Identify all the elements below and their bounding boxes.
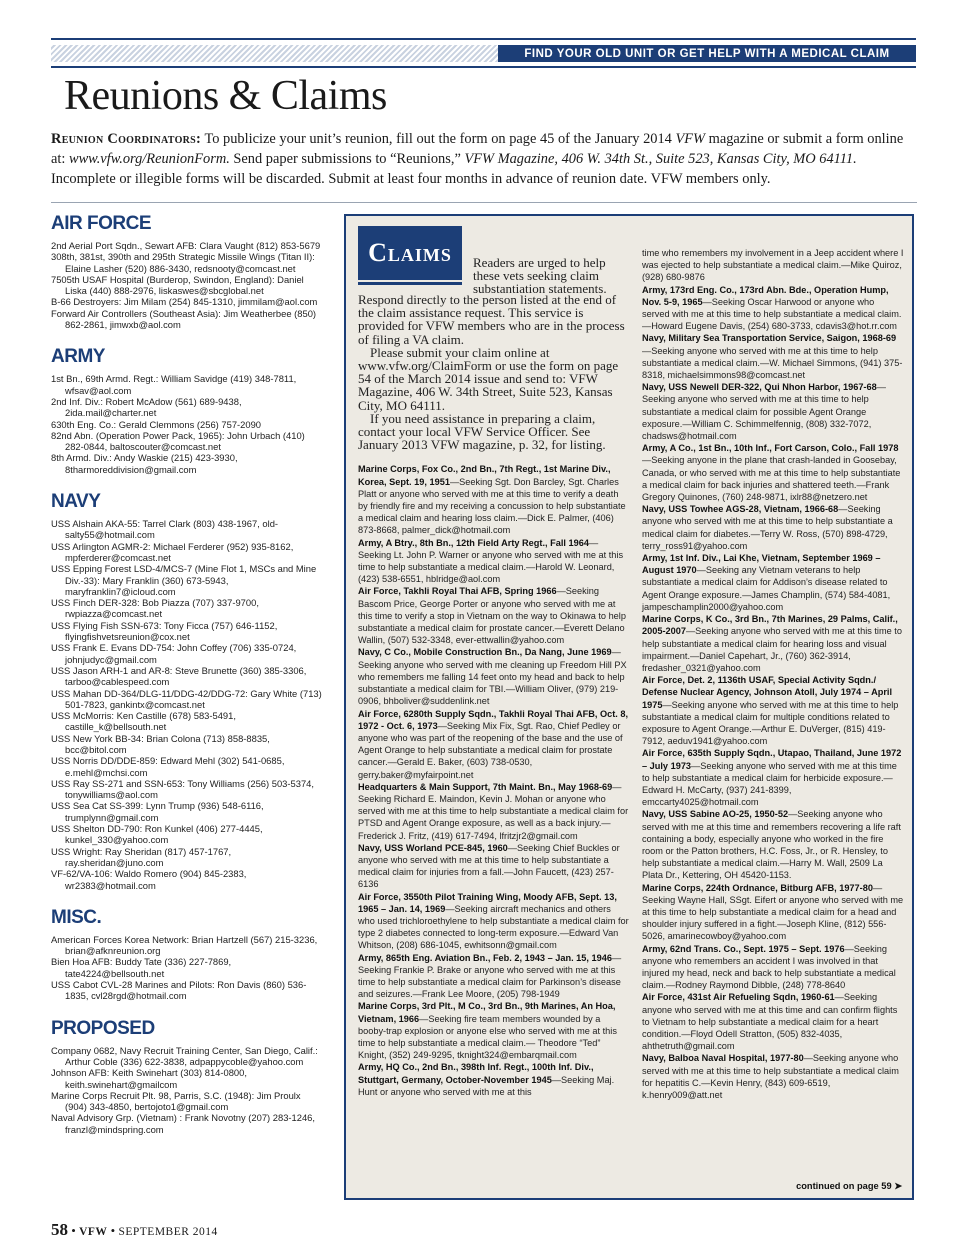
reunion-entry: B-66 Destroyers: Jim Milam (254) 845-1310, jimmilam@aol.com <box>51 296 318 308</box>
claim-entry <box>642 613 904 674</box>
claim-text: —Seeking any Vietnam veterans to help substantiate a medical claim for Addison’s disease related to Agent Orange exposure.—James Champlin, (574) 584-4081, jampeschamplin2000@yahoo.com <box>642 565 891 612</box>
reunion-entry: Naval Advisory Grp. (Vietnam) : Frank Novotny (207) 283-1246, franzl@mindspring.com <box>51 1112 316 1135</box>
banner-rule-bottom <box>51 66 916 68</box>
claim-unit: Air Force, 431st Air Refueling Sqdn, 1960-61 <box>642 992 835 1003</box>
claim-entry <box>642 442 904 503</box>
reunion-entry: USS Wright: Ray Sheridan (817) 457-1767, ray.sheridan@juno.com <box>51 845 232 868</box>
claim-text: —Seeking Frankie P. Brake or anyone who served with me at this time to help substantiate a medical claim for Parkinson’s disease and seizures.—Frank Lee Moore, (205) 798-1949 <box>358 952 622 1000</box>
claim-text: —Seeking anyone who served with me at this time to help substantiate a medical claim for hepatitis C.—Kevin Henry, (843) 609-6519, k.henry009@att.net <box>642 1053 899 1101</box>
claim-entry <box>642 747 904 808</box>
claim-text: —Seeking anyone who remembers an accident I was involved in that injured my head, neck and back to help substantiate a medical claim.—Rodney Raymond Dibble, (248) 778-8640 <box>642 943 896 991</box>
reunion-section <box>51 907 323 1002</box>
intro-label: Reunion Coordinators: <box>51 131 202 147</box>
reunion-entry: 2nd Inf. Div.: Robert McAdow (561) 689-9438, 2ida.mail@charter.net <box>51 395 242 419</box>
claim-unit: Air Force, 635th Supply Sqdn., Utapao, Thailand, June 1972 – July 1973 <box>642 748 902 771</box>
reunion-entry: 1st Bn., 69th Armd. Regt.: William Savidge (419) 348-7811, wfsav@aol.com <box>51 373 297 396</box>
banner-text: FIND YOUR OLD UNIT OR GET HELP WITH A MEDICAL CLAIM <box>498 45 916 62</box>
reunion-entry: USS Finch DER-328: Bob Piazza (707) 337-9700, rwpiazza@comcast.net <box>51 597 259 620</box>
reunion-entry: VF-62/VA-106: Waldo Romero (904) 845-2383, wr2383@hotmail.com <box>51 868 247 891</box>
claim-entry <box>358 708 630 781</box>
reunion-entry: 308th, 381st, 390th and 295th Strategic Missile Wings (Titan II): Elaine Lasher (520) 886-3430, redsnooty@comcast.net <box>51 251 315 274</box>
reunions-column <box>51 213 323 1151</box>
claims-intro-p3: If you need assistance in preparing a claim, contact your local VFW Service Officer. See January 2013 VFW magazine, p. 32, for listing. <box>358 410 606 453</box>
footer-publication: VFW <box>79 1226 108 1238</box>
section-title: NAVY <box>51 491 101 513</box>
claim-text: —Seeking anyone who served with me cleaning up Freedom Hill PX who remembers me falling 14 feet onto my head and back to help substantiate a medical claim for TBI.—William Oliver, (979) 219-0906, bhboliver@suddenlink.net <box>358 647 627 707</box>
continued-note: continued on page 59 ➤ <box>796 1181 902 1191</box>
claim-text: —Seeking Oscar Harwood or anyone who served with me at this time to help substantiate a medical claim.—Howard Eugene Davis, (254) 680-3733, cdavis3@hot.rr.com <box>642 296 902 332</box>
banner-band <box>51 45 916 62</box>
section-title: ARMY <box>51 346 105 368</box>
claim-unit: Marine Corps, Fox Co., 2nd Bn., 7th Regt., 1st Marine Div., Korea, Sept. 19, 1951 <box>358 464 611 487</box>
reunion-section <box>51 1018 323 1135</box>
claims-heading: Claims <box>358 226 462 280</box>
claim-text: —Seeking Bascom Price, George Porter or anyone who served with me at this time to verify a stop in Vietnam on the way to Okinawa to help substantiate a medical claim for prostate cancer.—Everett Delano Wallin, (507) 532-3348, ever-ettwallin@yahoo.com <box>358 586 626 646</box>
claim-unit: Air Force, 6280th Supply Sqdn., Takhli Royal Thai AFB, Oct. 8, 1972 - Oct. 6, 1973 <box>358 708 629 731</box>
claim-entry <box>642 284 904 333</box>
claim-text: —Seeking anyone who served with me at this time to help substantiate a medical claim for herbicide exposure.—Edward H. McCarty, (937) 241-8399, emccarty4025@hotmail.com <box>642 760 897 808</box>
reunion-entry: USS Frank E. Evans DD-754: John Coffey (706) 335-0724, johnjudyc@gmail.com <box>51 642 297 665</box>
claim-unit: Air Force, Det. 2, 1136th USAF, Special Activity Sqdn./ Defense Nuclear Agency, Johnson Atoll, July 1974 – April 1975 <box>642 675 893 710</box>
reunion-entry: USS Mahan DD-364/DLG-11/DDG-42/DDG-72: Gary White (713) 501-7823, gankintx@comcast.net <box>51 687 322 710</box>
claim-unit: Navy, Balboa Naval Hospital, 1977-80 <box>642 1053 804 1064</box>
reunion-entry: 2nd Aerial Port Sqdn., Sewart AFB: Clara Vaught (812) 853-5679 <box>51 240 321 251</box>
reunion-entry: USS New York BB-34: Brian Colona (713) 858-8835, bcc@bitol.com <box>51 732 270 755</box>
claims-header <box>358 226 630 297</box>
reunion-entry: American Forces Korea Network: Brian Hartzell (567) 215-3236, brian@afknreunion.org <box>51 933 318 957</box>
claim-text: —Seeking anyone who served with me at this time and remembers recovering a life raft containing a body, especially anyone who worked in the fire room or the Patton brothers, H.C. Foss, Jr., or R. Hensley, to help substantiate a medical claim.—Harry M. Wall, 2509 La Plata Dr., Kettering, OH 45420-1153. <box>642 809 901 881</box>
claim-text: —Seeking anyone who served with me at this time and can confirm flights to Vietnam to help substantiate a medical claim for a heart condition.—Floyd Odell Stratton, (505) 832-4035, ahthetruth@gmail.com <box>642 992 898 1052</box>
claim-entry <box>358 1000 630 1061</box>
reunion-entry: USS Shelton DD-790: Ron Kunkel (406) 277-4445, kunkel_330@yahoo.com <box>51 823 263 846</box>
claims-right-column <box>642 247 904 1101</box>
claim-unit: Marine Corps, 224th Ordnance, Bitburg AFB, 1977-80 <box>642 882 873 893</box>
claim-unit: Army, 62nd Trans. Co., Sept. 1975 – Sept. 1976 <box>642 943 845 954</box>
section-title: AIR FORCE <box>51 213 151 234</box>
footer-dot-1: • <box>71 1223 80 1238</box>
claim-unit: Navy, USS Newell DER-322, Qui Nhon Harbor, 1967-68 <box>642 382 877 393</box>
claim-unit: Army, A Co., 1st Bn., 10th Inf., Fort Carson, Colo., Fall 1978 <box>642 443 899 454</box>
claim-entry <box>358 1061 630 1098</box>
reunion-entry: USS Norris DD/DDE-859: Edward Mehl (302) 541-0685, e.mehl@mchsi.com <box>51 755 285 778</box>
claims-intro-lead: Readers are urged to help these vets seeking claim substantiation statements. <box>473 255 607 297</box>
reunion-entry: USS Epping Forest LSD-4/MCS-7 (Mine Flot 1, MSCs and Mine Div.-33): Mary Franklin (360) 673-5943, maryfranklin7@icloud.com <box>51 563 317 597</box>
page-footer <box>51 1220 218 1240</box>
claim-unit: Army, A Btry., 8th Bn., 12th Field Arty Regt., Fall 1964 <box>358 537 589 548</box>
footer-dot-2: • <box>110 1223 119 1238</box>
claim-entry <box>358 842 630 891</box>
section-title: MISC. <box>51 906 102 928</box>
reunion-entry: USS Jason ARH-1 and AR-8: Steve Brunette (360) 385-3306, tarboo@cablespeed.com <box>51 664 307 688</box>
intro-address: VFW Magazine, 406 W. 34th St., Suite 523, Kansas City, MO 64111. <box>464 151 857 167</box>
intro-text-1: To publicize your unit’s reunion, fill out the form on page 45 of the January 2014 <box>201 131 676 147</box>
claims-intro-p2: Please submit your claim online at www.vfw.org/ClaimForm or use the form on page 54 of the March 2014 issue and send to: VFW Magazine, 406 W. 34th Street, Suite 523, Kansas City, MO 64111. <box>358 344 619 413</box>
claim-entry <box>642 1052 904 1101</box>
claim-entry <box>642 247 904 284</box>
claim-text: —Seeking anyone who served with me at this time to help substantiate a medical claim for hearing loss and visual impairment.—Daniel Capehart, Jr., (760) 362-3914, fredasher_0321@yahoo.com <box>642 626 902 673</box>
reunion-section <box>51 491 323 891</box>
claim-entry <box>358 537 630 586</box>
claim-text: —Seeking anyone who served with me at this time to help substantiate a medical claim for possible Agent Orange exposure.—William C. Schimmelfennig, (808) 332-7072, chadsws@hotmail.com <box>642 382 886 442</box>
reunion-entry: Johnson AFB: Keith Swinehart (303) 814-0800, keith.swinehart@gmailcom <box>51 1067 247 1090</box>
intro-vfw: VFW <box>675 131 706 147</box>
claim-entry <box>642 882 904 943</box>
claim-text: —Seeking anyone in the plane that crash-landed in Goosebay, Canada, or who served with me at this time to help substantiate a medical claim for back injuries and shattered teeth.—Frank Gregory Quinones, (760) 248-9871, ixlr88@netzero.net <box>642 455 901 503</box>
claim-entry <box>358 952 630 1001</box>
claim-text: —Seeking Sgt. Don Barcley, Sgt. Charles Platt or anyone who served with me at this time to verify a death by friendly fire and my receiving a concussion to help substantiate a medical claim and hearing loss claim.—Dick E. Palmer, (406) 873-8668, palmer_dick@hotmail.com <box>358 476 626 536</box>
claim-unit: Marine Corps, K Co., 3rd Bn., 7th Marines, 29 Palms, Calif., 2005-2007 <box>642 614 898 637</box>
reunion-entry: Marine Corps Recruit Plt. 98, Parris, S.C. (1948): Jim Proulx (904) 343-4850, bertojoto1@gmail.com <box>51 1089 301 1113</box>
claim-entry <box>642 332 904 381</box>
reunion-intro <box>51 129 917 189</box>
claim-text: —Seeking anyone who served with me at this time to help substantiate a medical claim for multiple conditions related to exposure to Agent Orange.—Arthur E. DuVerger, (815) 419-7912, aeduv1941@yahoo.com <box>642 699 899 747</box>
reunion-entry: USS Flying Fish SSN-673: Tony Ficca (757) 646-1152, flyingfishvetsreunion@cox.net <box>51 619 278 643</box>
claim-unit: Navy, USS Worland PCE-845, 1960 <box>358 842 508 853</box>
claim-text: time who remembers my involvement in a Jeep accident where I was ejected to help substantiate a medical claim.—Mike Quiroz, (928) 680-9876 <box>642 248 904 283</box>
reunion-entry: USS Ray SS-271 and SSN-653: Tony Williams (256) 503-5374, tonywilliams@aol.com <box>51 777 314 801</box>
claim-text: —Seeking Wayne Hall, SSgt. Eifert or anyone who served with me at this time to help substantiate a medical claim for a head and shoulder injury suffered in a fight.—Joseph Kline, (812) 556-5026, amarinecowboy@yahoo.com <box>642 882 904 942</box>
footer-issue: SEPTEMBER 2014 <box>118 1226 218 1238</box>
claim-unit: Navy, USS Towhee AGS-28, Vietnam, 1966-68 <box>642 504 839 515</box>
claim-text: —Seeking aircraft mechanics and others who used trichloroethylene to help substantiate a medical claim for type 2 diabetes connected to long-term exposure.—Edward Van Whitson, (208) 686-1045, ewhitsonn@gmail.com <box>358 903 629 951</box>
claim-unit: Army, 173rd Eng. Co., 173rd Abn. Bde., Operation Hump, Nov. 5-9, 1965 <box>642 284 889 307</box>
reunion-entry: USS Cabot CVL-28 Marines and Pilots: Ron Davis (860) 536-1835, cvl28rgd@hotmail.com <box>51 979 307 1002</box>
claim-entry <box>642 503 904 552</box>
reunion-section <box>51 213 323 330</box>
claim-entry <box>642 552 904 613</box>
claims-heading-rule <box>358 282 462 285</box>
section-divider <box>51 202 917 203</box>
claim-entry <box>358 781 630 842</box>
claim-entry <box>358 463 630 536</box>
reunion-entry: 8th Armd. Div.: Andy Waskie (215) 423-3930, 8tharmoreddivision@gmail.com <box>51 452 238 475</box>
reunion-entry: USS Arlington AGMR-2: Michael Ferderer (952) 935-8162, mpferderer@comcast.net <box>51 540 294 563</box>
page-number: 58 <box>51 1220 68 1239</box>
claim-entry <box>358 585 630 646</box>
claim-unit: Army, 1st Inf. Div., Lai Khe, Vietnam, September 1969 – August 1970 <box>642 553 881 576</box>
claim-unit: Army, HQ Co., 2nd Bn., 398th Inf. Regt., 100th Inf. Div., Stuttgart, Germany, October-November 1945 <box>358 1062 594 1085</box>
reunion-entry: USS Sea Cat SS-399: Lynn Trump (936) 548-6116, trumplynn@gmail.com <box>51 800 264 823</box>
reunion-entry: 82nd Abn. (Operation Power Pack, 1965): John Urbach (410) 282-0844, baltoscouter@comcast.net <box>51 429 305 453</box>
reunion-entry: USS McMorris: Ken Castille (678) 583-5491, castille_k@bellsouth.net <box>51 710 236 733</box>
reunion-entry: Bien Hoa AFB: Buddy Tate (336) 227-7869, tate4224@bellsouth.net <box>51 956 232 979</box>
claim-text: —Seeking Richard E. Maindon, Kevin J. Mohan or anyone who served with me at this time to help substantiate a medical claim for PTSD and Agent Orange exposure, as well as a back injury.—Frederick J. Fritz, (419) 617-7494, lfritzjr2@gmail.com <box>358 781 629 841</box>
claim-entry <box>358 646 630 707</box>
reunion-entry: Forward Air Controllers (Southeast Asia): Jim Weatherbee (850) 862-2861, jimwxb@aol.com <box>51 307 317 331</box>
claims-left-column <box>358 226 630 1098</box>
section-title: PROPOSED <box>51 1017 155 1039</box>
banner-rule-top <box>51 38 916 40</box>
claim-unit: Headquarters & Main Support, 7th Maint. Bn., May 1968-69 <box>358 781 613 792</box>
claim-unit: Navy, Military Sea Transportation Service, Saigon, 1968-69 <box>642 333 897 344</box>
claim-entry <box>642 674 904 747</box>
reunion-entry: 630th Eng. Co.: Gerald Clemmons (256) 757-2090 <box>51 418 262 430</box>
claim-unit: Air Force, 3550th Pilot Training Wing, Moody AFB, Sept. 13, 1965 – Jan. 14, 1969 <box>358 891 617 914</box>
claim-unit: Navy, USS Sabine AO-25, 1950-52 <box>642 809 789 820</box>
claims-right-entries <box>642 247 904 1101</box>
claims-left-entries <box>358 463 630 1098</box>
reunion-entry: USS Alshain AKA-55: Tarrel Clark (803) 438-1967, old-salty55@hotmail.com <box>51 518 279 541</box>
intro-text-4: Incomplete or illegible forms will be discarded. Submit at least four months in advance of reunion date. VFW members only. <box>51 171 771 187</box>
page-title: Reunions & Claims <box>64 73 387 119</box>
claim-text: —Seeking anyone who served with me at this time to help substantiate a medical claim for diabetes.—Terry W. Ross, (570) 898-4729, terry_ross91@yahoo.com <box>642 504 893 551</box>
claim-text: —Seeking Lt. John P. Warner or anyone who served with me at this time to help substantiate a medical claim.—Harold W. Leonard, (423) 538-6551, hblridge@aol.com <box>358 537 624 585</box>
claims-intro <box>358 293 630 451</box>
intro-url: www.vfw.org/ReunionForm. <box>68 151 230 167</box>
reunion-entry: Company 0682, Navy Recruit Training Center, San Diego, Calif.: Arthur Coble (336) 622-3838, adpappycoble@yahoo.com <box>51 1044 318 1067</box>
claim-entry <box>642 991 904 1052</box>
reunion-entry: 7505th USAF Hospital (Burderop, Swindon, England): Daniel Liska (440) 888-2976, liskaswes@sbcglobal.net <box>51 273 304 297</box>
claim-entry <box>642 808 904 881</box>
claim-unit: Marine Corps, 3rd Plt., M Co., 3rd Bn., 9th Marines, An Hoa, Vietnam, 1966 <box>358 1001 616 1024</box>
claim-text: —Seeking Chief Buckles or anyone who served with me at this time to help substantiate a medical claim for injuries from a fall.—John Faucett, (423) 257-6136 <box>358 842 620 890</box>
claim-unit: Navy, C Co., Mobile Construction Bn., Da Nang, June 1969 <box>358 647 612 658</box>
claim-unit: Air Force, Takhli Royal Thai AFB, Spring 1966 <box>358 586 557 597</box>
intro-text-2: magazine or submit a form online at: <box>51 131 904 167</box>
claim-text: —Seeking anyone who served with me at this time to help substantiate a medical claim.—W. Michael Simmons, (941) 375-8318, michaelsimmons98@comcast.net <box>642 345 903 381</box>
claim-text: —Seeking Mix Fix, Sgt. Rao, Chief Pedley or anyone who was part of the reopening of the base and the use of Agent Orange to help substantiate a medical claim for prostate cancer.—Gerald E. Baker, (603) 738-0530, gerry.baker@myfairpoint.net <box>358 720 623 780</box>
claims-intro-p1: Respond directly to the person listed at the end of the claim assistance request. This service is provided for VFW members who are in the process of filing a VA claim. <box>358 292 625 347</box>
claim-text: —Seeking fire team members wounded by a booby-trap explosion or anyone else who served with me at this time to help substantiate a medical claim.— Theodore “Ted” Knight, (352) 249-9295, tknight324@embarqmail.com <box>358 1013 617 1061</box>
claims-box <box>344 214 914 1200</box>
intro-text-3: Send paper submissions to “Reunions,” <box>229 151 465 167</box>
claim-text: —Seeking Maj. Hunt or anyone who served with me at this <box>358 1074 615 1097</box>
claim-unit: Army, 865th Eng. Aviation Bn., Feb. 2, 1943 – Jan. 15, 1946 <box>358 952 612 963</box>
top-banner <box>51 38 916 68</box>
claim-entry <box>642 943 904 992</box>
claim-entry <box>358 891 630 952</box>
claim-entry <box>642 381 904 442</box>
reunion-section <box>51 346 323 475</box>
